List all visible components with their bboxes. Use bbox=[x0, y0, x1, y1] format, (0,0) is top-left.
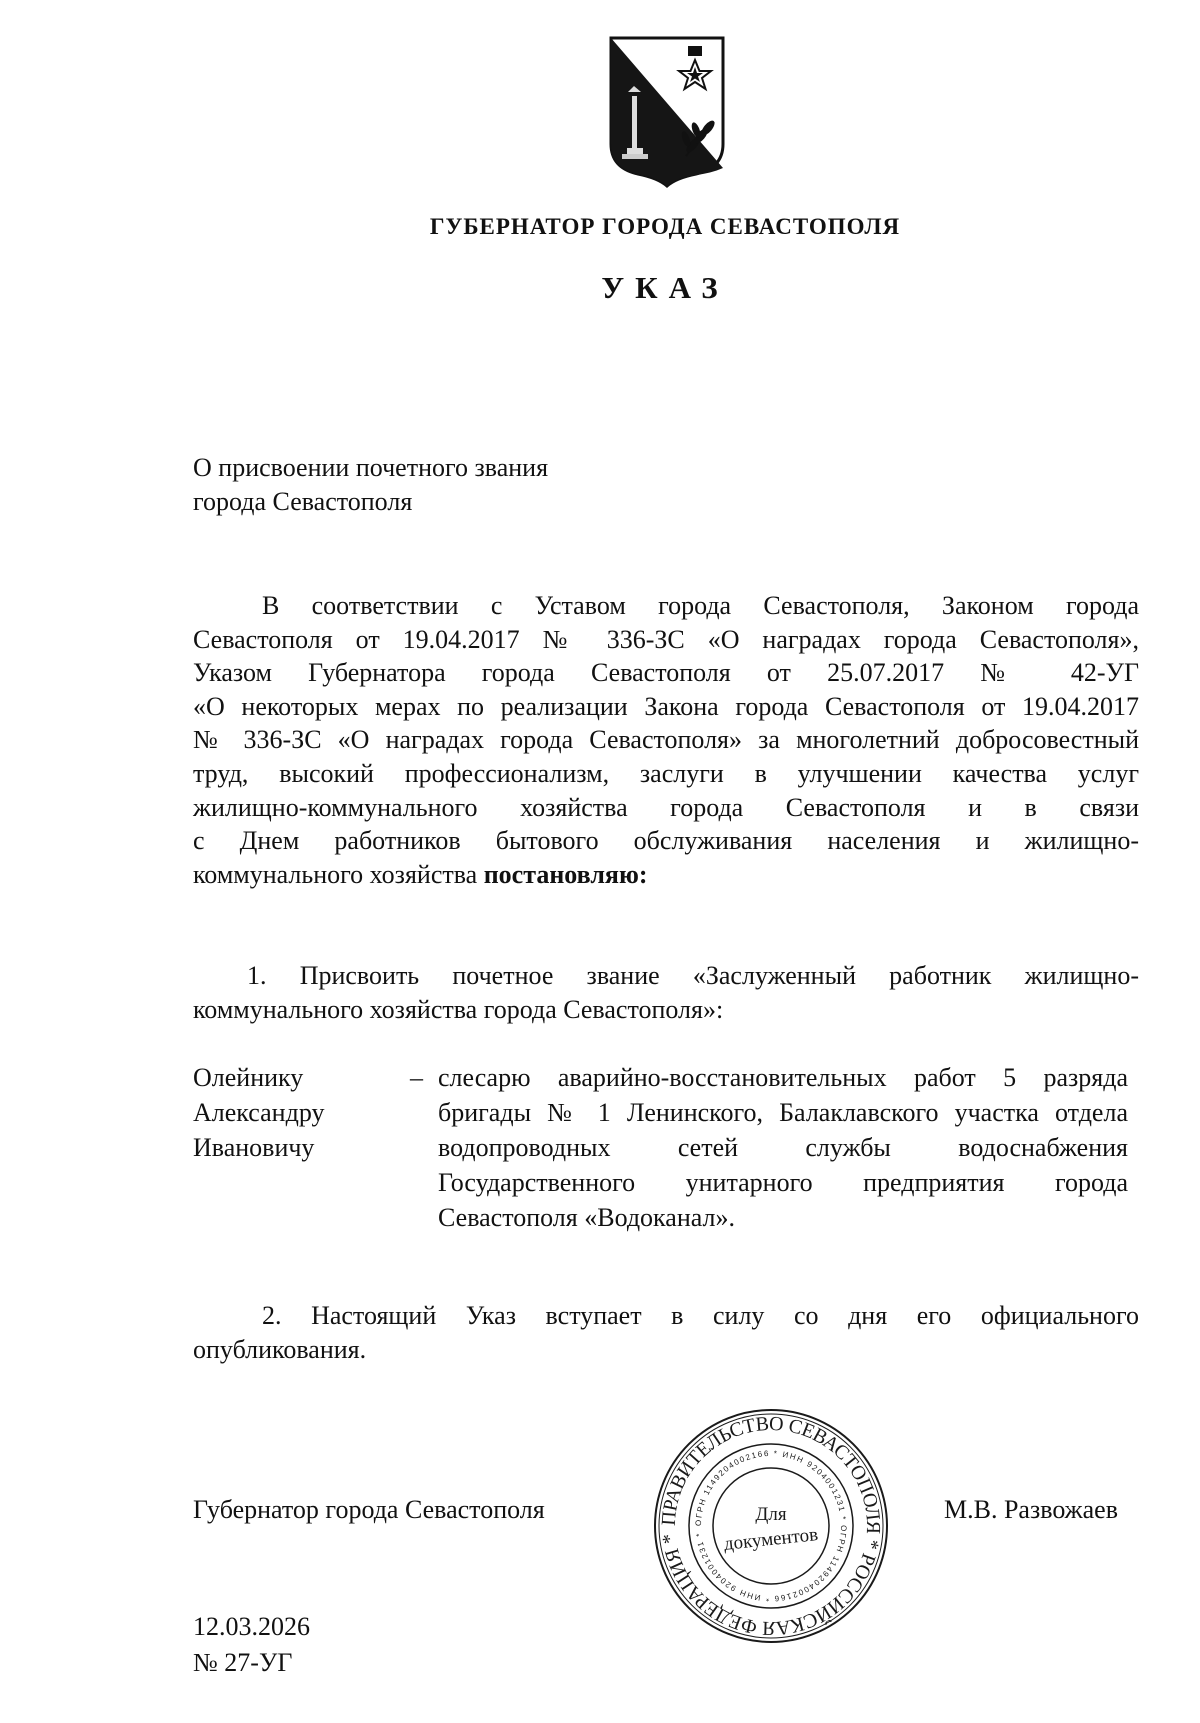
position-line: Севастополя «Водоканал». bbox=[438, 1203, 735, 1232]
decree-keyword: постановляю: bbox=[483, 859, 648, 889]
stamp-center-text: документов bbox=[722, 1524, 820, 1555]
preamble-last-line bbox=[193, 858, 1139, 892]
document-type: УКАЗ bbox=[601, 270, 729, 305]
signatory-name: М.В. Развожаев bbox=[944, 1495, 1119, 1524]
item-line: опубликования. bbox=[193, 1334, 367, 1364]
stamp-middle-text: ОГРН 1149204002166 * ИНН 9204001231 * ОГРН 1149204002166 * ИНН 9204001231 * bbox=[693, 1448, 849, 1604]
preamble-line: «О некоторых мерах по реализации Закона города Севастополя от 19.04.2017 bbox=[193, 691, 1139, 721]
awardee-dash: – bbox=[410, 1063, 423, 1092]
subject-line: города Севастополя bbox=[193, 487, 413, 516]
position-line: слесарю аварийно-восстановительных работ 5 разряда bbox=[438, 1063, 1128, 1092]
preamble-line-text: коммунального хозяйства bbox=[193, 859, 478, 889]
stamp-outer-text: ПРАВИТЕЛЬСТВО СЕВАСТОПОЛЯ * РОССИЙСКАЯ ФЕДЕРАЦИЯ * bbox=[657, 1412, 885, 1640]
preamble-line: Указом Губернатора города Севастополя от 25.07.2017 № 42-УГ bbox=[193, 658, 1139, 688]
subject-line: О присвоении почетного звания bbox=[193, 453, 549, 482]
position-line: Государственного унитарного предприятия города bbox=[438, 1168, 1128, 1197]
preamble-paragraph bbox=[193, 589, 1139, 891]
preamble-line: труд, высокий профессионализм, заслуги в улучшении качества услуг bbox=[193, 758, 1139, 788]
preamble-line: Севастополя от 19.04.2017 № 336-ЗС «О наградах города Севастополя», bbox=[193, 624, 1139, 654]
preamble-line: В соответствии с Уставом города Севастополя, Законом города bbox=[262, 591, 1139, 620]
stamp-center-text: Для bbox=[755, 1504, 787, 1525]
awardee-position bbox=[438, 1060, 1128, 1235]
official-stamp bbox=[651, 1406, 891, 1646]
awardee-name-line: Александру bbox=[193, 1098, 325, 1127]
document-date: 12.03.2026 bbox=[193, 1612, 310, 1641]
awardee-name-line: Олейнику bbox=[193, 1063, 304, 1092]
preamble-line: № 336-ЗС «О наградах города Севастополя» за многолетний добросовестный bbox=[193, 725, 1139, 755]
decree-item-1 bbox=[193, 959, 1139, 1026]
signatory-title: Губернатор города Севастополя bbox=[193, 1495, 545, 1524]
preamble-line: жилищно-коммунального хозяйства города Севастополя и в связи bbox=[193, 792, 1139, 822]
preamble-line: с Днем работников бытового обслуживания населения и жилищно- bbox=[193, 826, 1139, 856]
position-line: водопроводных сетей службы водоснабжения bbox=[438, 1133, 1128, 1162]
awardee-name bbox=[193, 1060, 324, 1165]
svg-text:ПРАВИТЕЛЬСТВО СЕВАСТОПОЛЯ * РО bbox=[658, 1413, 884, 1639]
decree-item-2 bbox=[193, 1299, 1139, 1366]
svg-text:ОГРН 1149204002166 * ИНН 92040 bbox=[694, 1449, 848, 1603]
position-line: бригады № 1 Ленинского, Балаклавского участка отдела bbox=[438, 1098, 1128, 1127]
document-date-number bbox=[193, 1609, 310, 1681]
item-line: коммунального хозяйства города Севастополя»: bbox=[193, 994, 724, 1024]
item-line: 2. Настоящий Указ вступает в силу со дня его официального bbox=[262, 1301, 1139, 1330]
document-number: № 27-УГ bbox=[193, 1648, 293, 1677]
sevastopol-coat-of-arms bbox=[608, 36, 726, 188]
item-line: 1. Присвоить почетное звание «Заслуженный работник жилищно- bbox=[247, 961, 1139, 990]
awardee-name-line: Ивановичу bbox=[193, 1133, 315, 1162]
document-subject bbox=[193, 451, 548, 519]
issuing-authority: ГУБЕРНАТОР ГОРОДА СЕВАСТОПОЛЯ bbox=[429, 214, 901, 239]
